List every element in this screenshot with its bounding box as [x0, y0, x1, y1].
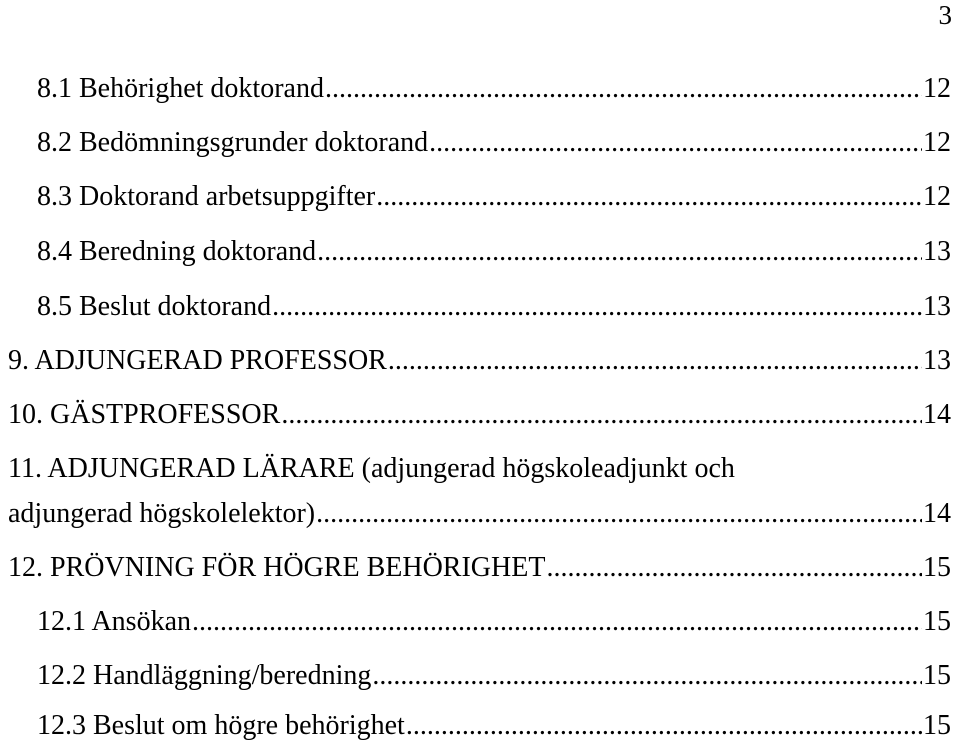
- toc-dot-leader: [281, 400, 922, 430]
- toc-dot-leader: [376, 182, 922, 212]
- toc-entry-8-4[interactable]: [37, 237, 951, 267]
- toc-entry-title: 12.2 Handläggning/beredning: [37, 660, 372, 691]
- toc-entry-8-3[interactable]: [37, 182, 951, 212]
- toc-entry-11[interactable]: [8, 499, 951, 529]
- toc-entry-title: 9. ADJUNGERAD PROFESSOR: [8, 345, 387, 376]
- toc-dot-leader: [429, 128, 922, 158]
- toc-entry-title: 12.1 Ansökan: [37, 606, 191, 637]
- toc-dot-leader: [192, 607, 922, 637]
- toc-entry-title: 8.3 Doktorand arbetsuppgifter: [37, 181, 376, 212]
- toc-entry-title: 12.3 Beslut om högre behörighet: [37, 710, 405, 741]
- toc-dot-leader: [388, 346, 922, 376]
- toc-entry-8-5[interactable]: [37, 292, 951, 322]
- toc-entry-12-2[interactable]: [37, 661, 951, 691]
- toc-dot-leader: [272, 292, 922, 322]
- toc-entry-page: 12: [923, 181, 951, 212]
- toc-entry-12[interactable]: [8, 553, 951, 583]
- toc-entry-title: adjungerad högskolelektor): [8, 498, 316, 529]
- toc-entry-page: 14: [923, 498, 951, 529]
- toc-entry-page: 15: [923, 606, 951, 637]
- toc-entry-12-3[interactable]: [37, 711, 951, 741]
- toc-entry-8-1[interactable]: [37, 74, 951, 104]
- toc-entry-9[interactable]: [8, 346, 951, 376]
- toc-entry-page: 12: [923, 73, 951, 104]
- toc-entry-title: 8.2 Bedömningsgrunder doktorand: [37, 127, 429, 158]
- toc-entry-title: 10. GÄSTPROFESSOR: [8, 399, 281, 430]
- toc-dot-leader: [316, 499, 922, 529]
- toc-entry-title: 8.4 Beredning doktorand: [37, 236, 317, 267]
- toc-entry-page: 15: [923, 552, 951, 583]
- toc-dot-leader: [546, 553, 922, 583]
- toc-entry-12-1[interactable]: [37, 607, 951, 637]
- toc-entry-page: 15: [923, 710, 951, 741]
- toc-entry-10[interactable]: [8, 400, 951, 430]
- toc-entry-11-line1[interactable]: 11. ADJUNGERAD LÄRARE (adjungerad högskoleadjunkt och: [8, 453, 735, 484]
- toc-entry-page: 13: [923, 345, 951, 376]
- toc-dot-leader: [406, 711, 922, 741]
- toc-entry-8-2[interactable]: [37, 128, 951, 158]
- toc-entry-page: 13: [923, 236, 951, 267]
- toc-entry-page: 15: [923, 660, 951, 691]
- toc-dot-leader: [372, 661, 922, 691]
- toc-entry-title: 8.1 Behörighet doktorand: [37, 73, 324, 104]
- toc-entry-page: 13: [923, 291, 951, 322]
- toc-entry-title: 12. PRÖVNING FÖR HÖGRE BEHÖRIGHET: [8, 552, 546, 583]
- toc-dot-leader: [325, 74, 922, 104]
- toc-dot-leader: [317, 237, 922, 267]
- toc-entry-title: 8.5 Beslut doktorand: [37, 291, 272, 322]
- toc-entry-page: 14: [923, 399, 951, 430]
- page-number: 3: [938, 0, 952, 30]
- toc-entry-page: 12: [923, 127, 951, 158]
